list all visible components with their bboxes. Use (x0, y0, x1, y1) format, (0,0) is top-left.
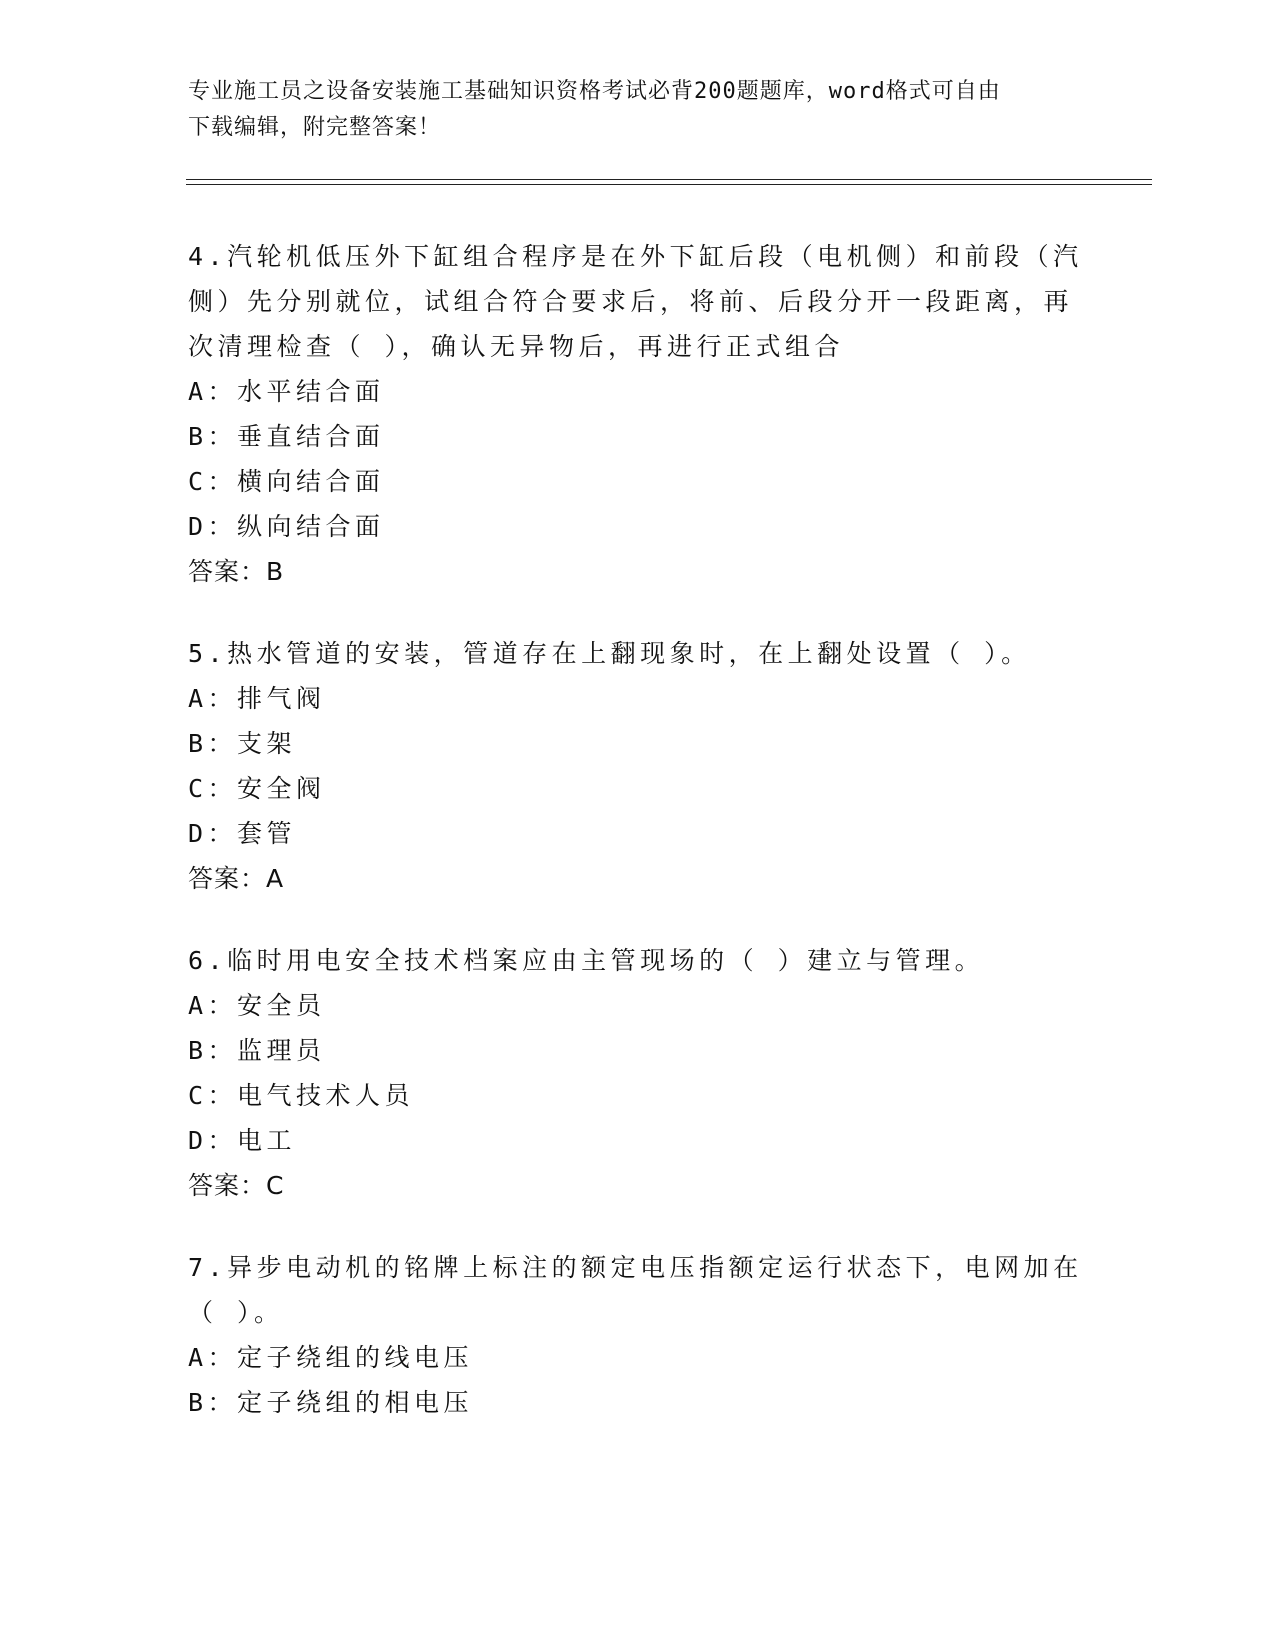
option-d: D：纵向结合面 (188, 512, 385, 541)
header-divider-bottom (186, 184, 1152, 185)
option-a: A：排气阀 (188, 684, 326, 713)
option-d: D：套管 (188, 819, 297, 848)
option-b: B：垂直结合面 (188, 422, 385, 451)
question-stem-line: 5.热水管道的安装，管道存在上翻现象时，在上翻处设置（ ）。 (188, 639, 1031, 668)
option-c: C：横向结合面 (188, 467, 385, 496)
answer-line: 答案：A (188, 864, 285, 893)
option-c: C：电气技术人员 (188, 1081, 415, 1110)
question-stem-line: （ ）。 (188, 1298, 284, 1327)
header-divider-top (186, 179, 1152, 180)
question-stem-line: 6.临时用电安全技术档案应由主管现场的（ ）建立与管理。 (188, 946, 985, 975)
option-a: A：定子绕组的线电压 (188, 1343, 474, 1372)
question-stem-line: 侧）先分别就位，试组合符合要求后，将前、后段分开一段距离，再 (188, 287, 1074, 316)
answer-line: 答案：B (188, 557, 285, 586)
question-stem-line: 7.异步电动机的铭牌上标注的额定电压指额定运行状态下，电网加在 (188, 1253, 1083, 1282)
header-line-2: 下载编辑，附完整答案！ (188, 115, 442, 140)
option-a: A：安全员 (188, 991, 326, 1020)
question-stem-line: 4.汽轮机低压外下缸组合程序是在外下缸后段（电机侧）和前段（汽 (188, 242, 1083, 271)
question-7 (188, 1245, 1088, 1425)
question-stem-line: 次清理检查（ ），确认无异物后，再进行正式组合 (188, 332, 845, 361)
option-a: A：水平结合面 (188, 377, 385, 406)
option-b: B：定子绕组的相电压 (188, 1388, 474, 1417)
answer-line: 答案：C (188, 1171, 285, 1200)
option-b: B：监理员 (188, 1036, 326, 1065)
question-4 (188, 234, 1088, 594)
question-5 (188, 631, 1088, 901)
question-list (188, 234, 1088, 1462)
option-d: D：电工 (188, 1126, 297, 1155)
option-b: B：支架 (188, 729, 297, 758)
question-6 (188, 938, 1088, 1208)
header-line-1: 专业施工员之设备安装施工基础知识资格考试必背200题题库，word格式可自由 (188, 79, 1001, 104)
option-c: C：安全阀 (188, 774, 326, 803)
document-header (188, 74, 1068, 146)
